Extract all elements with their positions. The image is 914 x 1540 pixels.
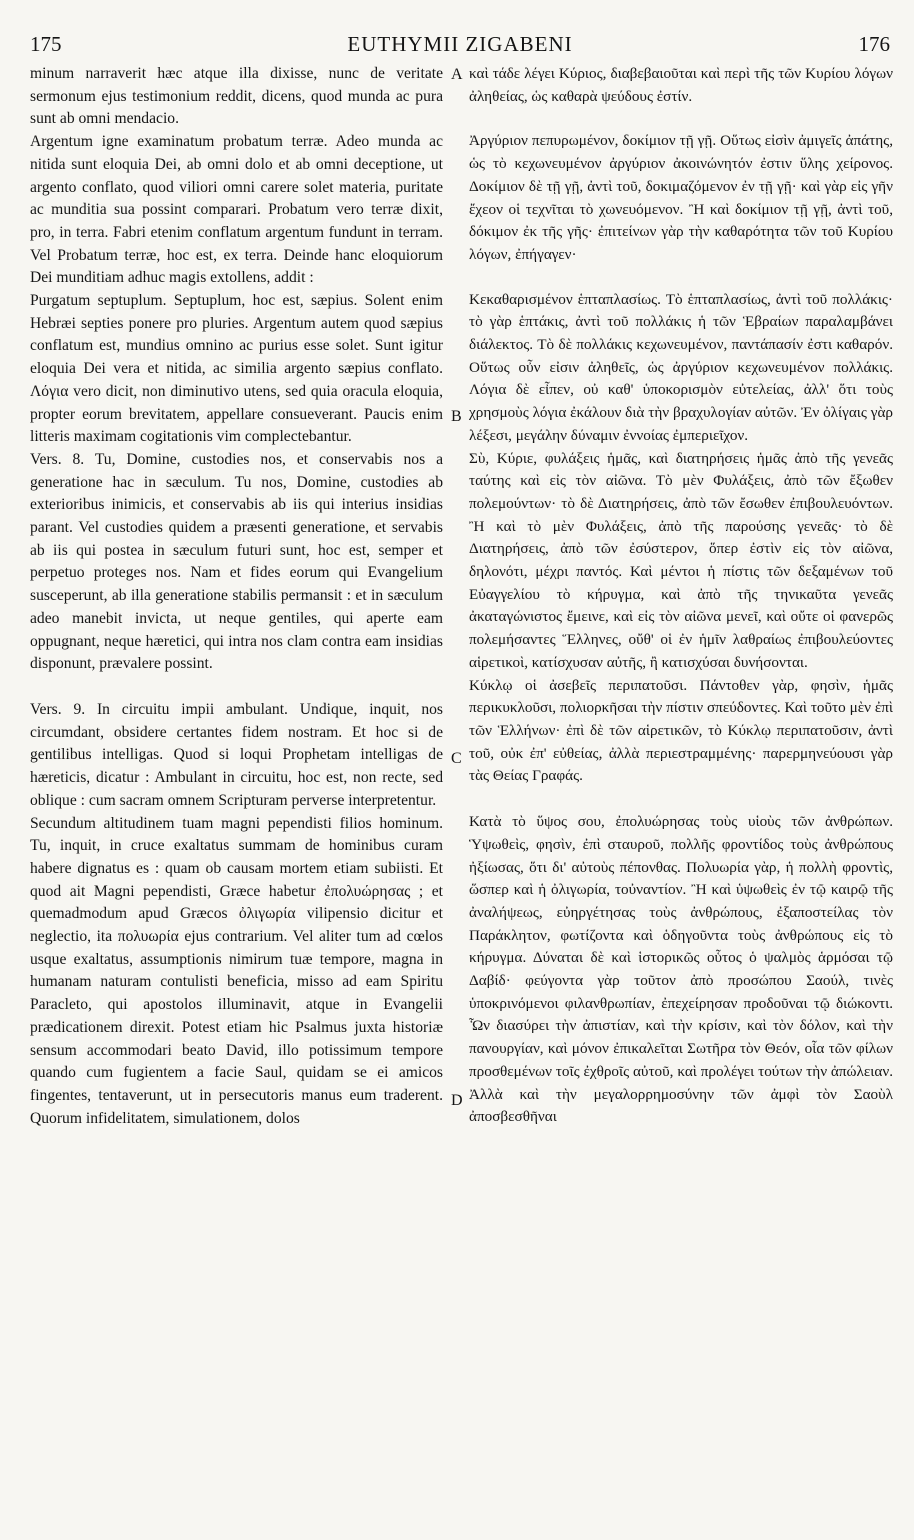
greek-paragraph: Κεκαθαρισμένον ἑπταπλασίως. Τὸ ἑπταπλασίως, ἀντὶ τοῦ πολλάκις· τὸ γὰρ ἑπτάκις, ἀντὶ τοῦ πολλάκις ἡ τῶν Ἑβραίων παραλαμβάνει διάλεκτος. Τὸ δὲ πολλάκις κεχωνευμένον, παντάπασίν ἐστι καθαρόν. Οὕτως οὖν εἰσιν ἀληθεῖς, ὡς ἀργύριον κεχωνευμένον πολλάκις. Λόγια δὲ εἶπεν, οὐ καθ' ὑποκορισμὸν εὐτελείας, ἀλλ' ὅτι τοὺς χρησμοὺς λόγια ἐκάλουν διὰ τὴν βραχυλογίαν αὐτῶν. Ἐν ὀλίγαις γὰρ λέξεσι, μεγάλην δύναμιν ἐννοίας ἐμπεριεῖχον. (469, 290, 893, 444)
running-header (30, 28, 890, 60)
latin-paragraph: Vers. 8. Tu, Domine, custodies nos, et conservabis nos a generatione hac in sæculum. Tu nos, Domine, custodies ab exterioribus inimicis, et conservabis ab iis qui interius insidias parant. Vel custodies quidem a præsenti generatione, et servabis ab iis qui postea in sæculum futuri sunt, hoc est, semper et perpetuo proteges nos. Nam et fides eorum qui Evangelium susceperunt, ab illa generatione stabilis permansit : et in sæculum adeo manebit invicta, ut neque gentiles, qui aperte eam oppugnant, neque hæretici, qui intra nos clam contra eam insidias disponunt, prævalere possint. (30, 450, 443, 673)
greek-paragraph: Σὺ, Κύριε, φυλάξεις ἡμᾶς, καὶ διατηρήσεις ἡμᾶς ἀπὸ τῆς γενεᾶς ταύτης καὶ εἰς τὸν αἰῶνα. Τὸ μὲν Φυλάξεις, ἀπὸ τῶν ἔξωθεν πολεμούντων· τὸ δὲ Διατηρήσεις, ἀπὸ τῶν ἔσωθεν ἐπιβουλευόντων. Ἢ καὶ τὸ μὲν Φυλάξεις, ἀπὸ τῆς παρούσης γενεᾶς· τὸ δὲ Διατηρήσεις, ἀπὸ τῶν ἐσύστερον, ὅπερ ἐστὶν εἰς τὸν αἰῶνα, δηλονότι, μέχρι παντός. Καὶ μέντοι ἡ πίστις τῶν δεξαμένων τοῦ Εὐαγγελίου τὸ κήρυγμα, καὶ ἀπὸ τῆς τηνικαῦτα γενεᾶς ἀκαταγώνιστος ἔμεινε, καὶ εἰς τὸν αἰῶνα μενεῖ, καὶ οὔτε οἱ φανερῶς πολεμήσαντες Ἕλληνες, οὔθ' οἱ ἐν ἡμῖν λαθραίως ἐπιβουλεύοντες αἱρετικοὶ, κατίσχυσαν αὐτῆς, ἢ κατισχύσαι δυνήσονται. (469, 449, 893, 671)
greek-column (469, 63, 893, 1129)
margin-letter-c: C (451, 750, 462, 767)
margin-letter-a: A (451, 66, 463, 83)
latin-paragraph: minum narraverit hæc atque illa dixisse, nunc de veritate sermonum ejus testimonium reddit, dicens, quod munda ac pura sunt ab omni mendacio. (30, 65, 443, 128)
page-number-left: 175 (30, 32, 62, 56)
latin-paragraph: Vers. 9. In circuitu impii ambulant. Undique, inquit, nos circumdant, obsidere certantes fidem nostram. Et hoc si de gentilibus intelligas. Quod si loqui Prophetam intelligas de hæreticis, dicatur : Ambulant in circuitu, hoc est, non recte, sed oblique : cum sacram omnem Scripturam perverse interpretentur. (30, 700, 443, 809)
greek-paragraph: καὶ τάδε λέγει Κύριος, διαβεβαιοῦται καὶ περὶ τῆς τῶν Κυρίου λόγων ἀληθείας, ὡς καθαρὰ ψεύδους ἐστίν. (469, 65, 893, 105)
latin-paragraph: Argentum igne examinatum probatum terræ. Adeo munda ac nitida sunt eloquia Dei, ab omni dolo et ab omni deceptione, ut argento conflato, quod viliori omni carere solet materia, puritate ac munditia sua possint comparari. Probatum vero terræ dixit, pro, in terra. Fabri etenim conflatum argentum fundunt in terram. Vel Probatum terræ, hoc est, ex terra. Deinde hanc eloquiorum Dei munditiam adhuc magis extollens, addit : (30, 133, 443, 287)
running-title: EUTHYMII ZIGABENI (347, 32, 573, 56)
greek-paragraph: Κύκλῳ οἱ ἀσεβεῖς περιπατοῦσι. Πάντοθεν γὰρ, φησὶν, ἡμᾶς περικυκλοῦσι, πολιορκῆσαι τὴν πίστιν σπεύδοντες. Καὶ τοῦτο μὲν ἐπὶ τῶν Ἑλλήνων· ἐπὶ δὲ τῶν αἱρετικῶν, τὸ Κύκλῳ περιπατοῦσιν, ἀντὶ τοῦ, οὐκ ἐπ' εὐθείας, ἀλλὰ περιεστραμμένης· παρερμηνεύουσι γὰρ τὰς Θείας Γραφάς. (469, 676, 893, 785)
margin-letter-b: B (451, 408, 462, 425)
latin-paragraph: Purgatum septuplum. Septuplum, hoc est, sæpius. Solent enim Hebræi septies ponere pro pluries. Argentum autem quod sæpius conflatum est, mundius omnino ac purius esse solet. Sunt igitur eloquia Dei vera et nitida, ac similia argento sæpius conflato. Λόγια vero dicit, non diminutivo utens, sed quia oracula eloquia, propter eorum brevitatem, appellare consueverant. Paucis enim litteris maximam cogitationis vim complectebantur. (30, 292, 443, 446)
latin-paragraph: Secundum altitudinem tuam magni pependisti filios hominum. Tu, inquit, in cruce exaltatus summam de hominibus curam habere dignatus es : quam ob causam mortem etiam subiisti. Et quod ait Magni pependisti, Græce habetur ἐπολυώρησας ; et quemadmodum apud Græcos ὀλιγωρία vilipensio dicitur et neglectio, ita πολυωρία ejus contrarium. Vel aliter tum ad cœlos usque exaltatus, assumptionis nimirum tuæ tempore, magna in humanam naturam contulisti beneficia, misso ad eam Spiritu Paracleto, qui apostolos illuminavit, atque in Evangelii prædicationem direxit. Potest etiam hic Psalmus juxta historiæ sensum accommodari beato David, illo potissimum tempore quando cum fugientem a facie Saul, quidam se ei amicos fingentes, tentaverunt, ut in persecutoris manus eum traderent. Quorum infidelitatem, simulationem, dolos (30, 814, 443, 1127)
greek-paragraph: Ἀργύριον πεπυρωμένον, δοκίμιον τῇ γῇ. Οὕτως εἰσὶν ἀμιγεῖς ἀπάτης, ὡς τὸ κεχωνευμένον ἀργύριον ἀκοινώνητόν ἐστιν ὕλης χείρονος. Δοκίμιον δὲ τῇ γῇ, ἀντὶ τοῦ, δοκιμαζόμενον ἐν τῇ γῇ· καὶ γὰρ εἰς γῆν ἔχεον οἱ τεχνῖται τὸ χωνευόμενον. Ἢ καὶ δοκίμιον τῇ γῇ, ἀντὶ τοῦ, δόκιμον ἐκ τῆς γῆς· ἐπιτείνων γὰρ τὴν καθαρότητα τῶν τοῦ Κυρίου λόγων, ἐπήγαγεν· (469, 132, 893, 263)
page-number-right: 176 (858, 32, 890, 56)
margin-letter-d: D (451, 1092, 463, 1109)
latin-column (30, 63, 443, 1130)
greek-paragraph: Κατὰ τὸ ὕψος σου, ἐπολυώρησας τοὺς υἱοὺς τῶν ἀνθρώπων. Ὑψωθεὶς, φησὶν, ἐπὶ σταυροῦ, πολλῆς φροντίδος τοὺς ἀνθρώπους ἠξίωσας, ὅτι δι' αὐτοὺς πέπονθας. Πολυωρία γὰρ, ἡ πολλὴ φροντὶς, ὥσπερ καὶ ἡ ὀλιγωρία, τοὐναντίον. Ἢ καὶ ὑψωθεὶς ἐν τῷ καιρῷ τῆς ἀναλήψεως, εὐηργέτησας τοὺς ἀνθρώπους, ἐξαποστείλας τὸν Παράκλητον, φωτίζοντα καὶ ὁδηγοῦντα τοὺς ἀνθρώπους εἰς τὸ κήρυγμα. Δύναται δὲ καὶ ἱστορικῶς οὗτος ὁ ψαλμὸς ἁρμόσαι τῷ Δαβίδ· φεύγοντα γὰρ τοῦτον ἀπὸ προσώπου Σαούλ, τινὲς ὑποκρινόμενοι φιλανθρωπίαν, ἐπεχείρησαν προδοῦναι τῷ διώκοντι. Ὧν διασύρει τὴν ἀπιστίαν, καὶ τὴν κρίσιν, καὶ τὸν δόλον, καὶ τὴν πανουργίαν, καὶ μόνον ἐπικαλεῖται Σωτῆρα τὸν Θεόν, οἷα τῶν φίλων προσθεμένων τοῖς ἐχθροῖς αὐτοῦ, καὶ προλέγει τούτων τὴν ἀπώλειαν. Ἀλλὰ καὶ τὴν μεγαλορρημοσύνην τῶν ἀμφὶ τὸν Σαοὺλ ἀποσβεσθῆναι (469, 813, 893, 1126)
